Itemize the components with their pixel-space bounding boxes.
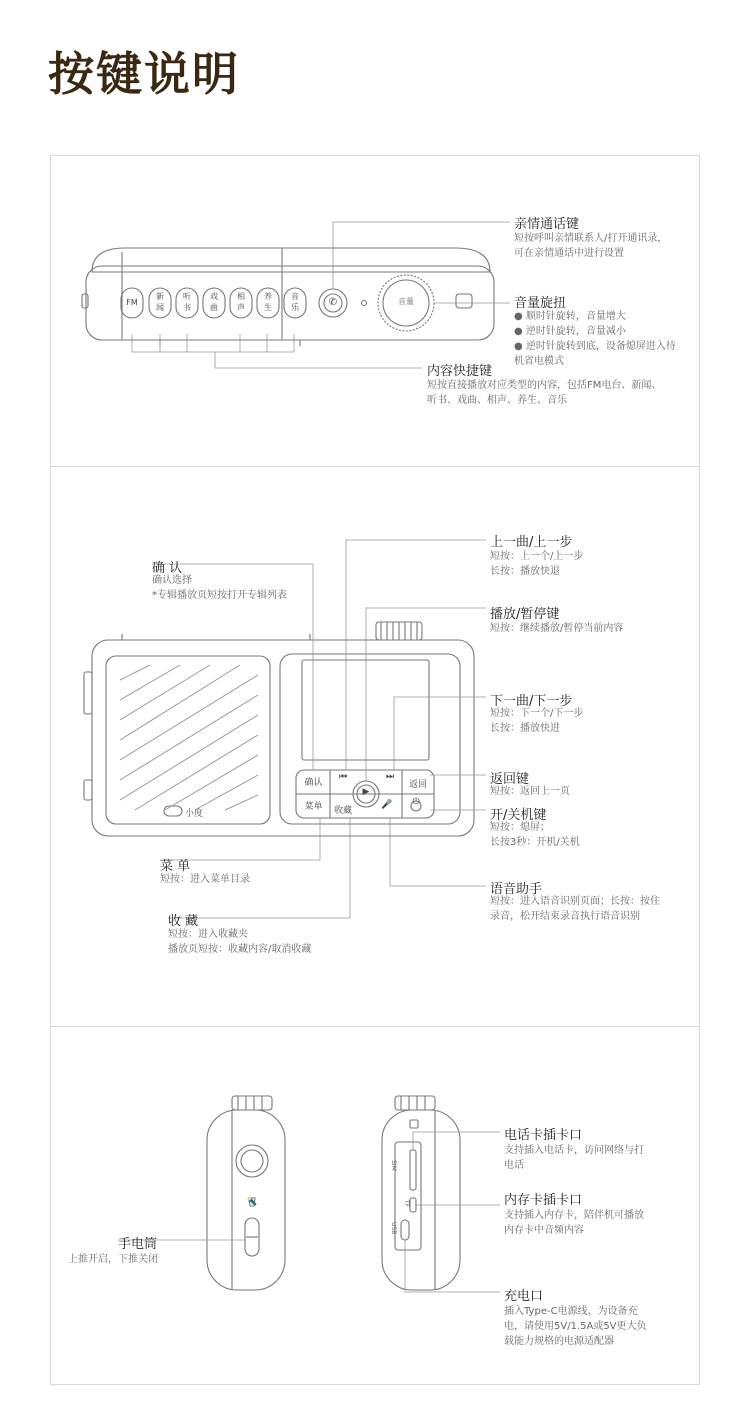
power-icon[interactable]: ⏻ — [412, 797, 420, 807]
speaker-grille — [120, 665, 258, 810]
device-side-left — [207, 1096, 285, 1290]
content-keys-desc: 短按直接播放对应类型的内容，包括FM电台、新闻、 听书、戏曲、相声、养生、音乐 — [427, 380, 662, 406]
next-title: 下一曲/下一步 — [490, 694, 573, 709]
back-key[interactable]: 返回 — [408, 780, 427, 790]
microphone-icon[interactable]: 🎤 — [381, 800, 393, 810]
back-title: 返回键 — [490, 772, 530, 787]
menu-title: 菜 单 — [160, 859, 191, 874]
content-keys-title: 内容快捷键 — [427, 364, 493, 379]
voice-desc: 短按：进入语音识别页面；长按：按住 录音，松开结束录音执行语音识别 — [490, 896, 660, 922]
phone-icon[interactable]: ✆ — [328, 297, 338, 308]
menu-key[interactable]: 菜单 — [304, 802, 323, 812]
charging-title: 充电口 — [504, 1289, 544, 1304]
next-icon[interactable]: ⏭ — [385, 772, 395, 782]
play-desc: 短按：继续播放/暂停当前内容 — [490, 623, 624, 634]
sim-slot-desc: 支持插入电话卡，访问网络与打 电话 — [504, 1145, 644, 1171]
opera-button[interactable]: 戏 曲 — [210, 292, 218, 312]
menu-desc: 短按：进入菜单目录 — [160, 874, 250, 885]
page-title: 按键说明 — [48, 47, 240, 101]
audiobook-button[interactable]: 听 书 — [183, 292, 191, 312]
brand-logo: 小度 — [185, 809, 204, 819]
charging-desc: 插入Type-C电源线，为设备充 电，请使用5V/1.5A或5V更大负 载能力规格的电源适配器 — [504, 1306, 647, 1347]
back-desc: 短按：返回上一页 — [490, 786, 570, 797]
volume-desc: ● 顺时针旋转，音量增大 ● 逆时针旋转，音量减小 ● 逆时针旋转到底，设备熄屏进入待 机省电模式 — [514, 311, 676, 367]
confirm-desc: 确认选择 *专辑播放页短按打开专辑列表 — [152, 575, 287, 601]
confirm-key[interactable]: 确认 — [304, 778, 323, 788]
flashlight-icon: 🔦 — [247, 1197, 257, 1206]
sim-slot-title: 电话卡插卡口 — [504, 1128, 583, 1143]
news-button[interactable]: 新 闻 — [156, 292, 164, 312]
play-title: 播放/暂停键 — [490, 607, 560, 622]
health-button[interactable]: 养 生 — [264, 292, 272, 312]
crosstalk-button[interactable]: 相 声 — [237, 292, 245, 312]
tf-slot-label: TF — [403, 1200, 410, 1208]
flashlight-desc: 上推开启，下推关闭 — [68, 1254, 158, 1265]
device-side-right — [382, 1096, 460, 1290]
volume-title: 音量旋扭 — [514, 296, 567, 311]
voice-title: 语音助手 — [490, 882, 543, 897]
power-title: 开/关机键 — [490, 808, 547, 823]
confirm-title: 确 认 — [152, 561, 183, 576]
favorite-title: 收 藏 — [168, 914, 199, 929]
flashlight-title: 手电筒 — [118, 1237, 158, 1252]
family-call-desc: 短按呼叫亲情联系人/打开通讯录， 可在亲情通话中进行设置 — [514, 233, 668, 259]
tf-slot-title: 内存卡插卡口 — [504, 1193, 583, 1208]
previous-icon[interactable]: ⏮ — [338, 772, 348, 782]
volume-knob-label[interactable]: 音量 — [398, 297, 414, 306]
usb-port-label: USB — [390, 1222, 397, 1235]
prev-desc: 短按：上一个/上一步 长按：播放快退 — [490, 551, 584, 577]
next-desc: 短按：下一个/下一步 长按：播放快进 — [490, 708, 584, 734]
favorite-desc: 短按：进入收藏夹 播放页短按：收藏内容/取消收藏 — [168, 929, 312, 955]
prev-title: 上一曲/上一步 — [490, 535, 573, 550]
tf-slot-desc: 支持插入内存卡，陪伴机可播放 内存卡中音频内容 — [504, 1210, 644, 1236]
fm-button[interactable]: FM — [126, 298, 138, 307]
favorite-key[interactable]: 收藏 — [333, 806, 352, 816]
sim-slot-label: SIM — [390, 1160, 397, 1171]
music-button[interactable]: 音 乐 — [291, 292, 299, 312]
power-desc: 短按：熄屏； 长按3秒：开机/关机 — [490, 822, 580, 848]
play-pause-icon[interactable]: ▶ — [362, 787, 370, 797]
family-call-title: 亲情通话键 — [514, 217, 580, 232]
